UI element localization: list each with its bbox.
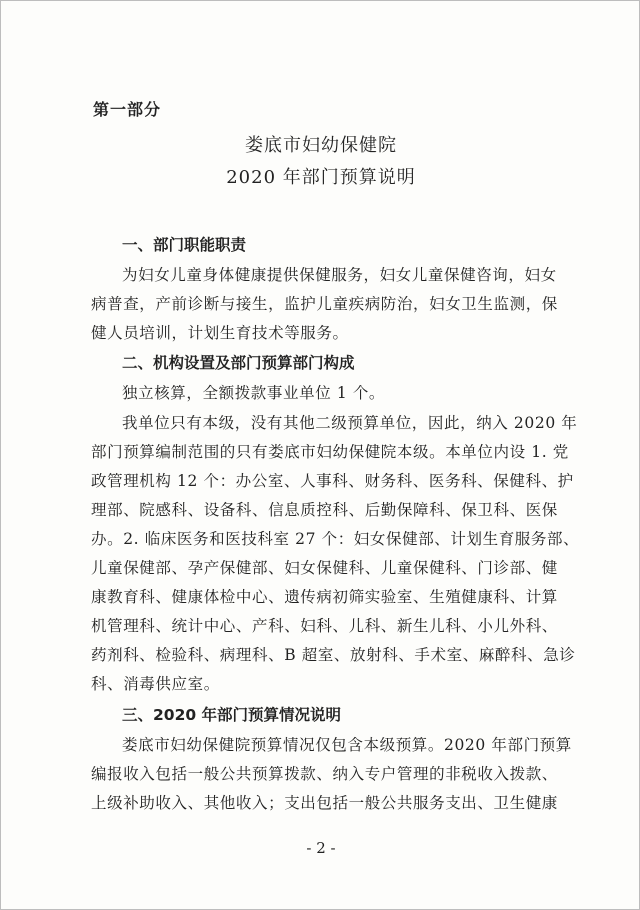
paragraph-line: 理部、院感科、设备科、信息质控科、后勤保障科、保卫科、医保	[91, 501, 558, 519]
paragraph-line: 儿童保健部、孕产保健部、妇女保健科、儿童保健科、门诊部、健	[91, 559, 558, 577]
paragraph-line: 机管理科、统计中心、产科、妇科、儿科、新生儿科、小儿外科、	[91, 617, 558, 635]
paragraph-line: 为妇女儿童身体健康提供保健服务，妇女儿童保健咨询，妇女	[122, 266, 557, 284]
part-label: 第一部分	[93, 100, 162, 119]
document-title: 娄底市妇幼保健院	[245, 135, 397, 156]
paragraph-line: 我单位只有本级，没有其他二级预算单位，因此，纳入 2020 年	[122, 414, 578, 432]
paragraph-line: 办。2. 临床医务和医技科室 27 个：妇女保健部、计划生育服务部、	[91, 530, 580, 548]
paragraph-line: 独立核算，全额拨款事业单位 1 个。	[122, 384, 386, 402]
paragraph-line: 病普查，产前诊断与接生，监护儿童疾病防治，妇女卫生监测，保	[91, 295, 558, 313]
document-subtitle: 2020 年部门预算说明	[226, 167, 416, 188]
paragraph-line: 部门预算编制范围的只有娄底市妇幼保健院本级。本单位内设 1. 党	[91, 443, 569, 461]
section-heading-budget: 三、2020 年部门预算情况说明	[122, 706, 342, 724]
page-number: - 2 -	[306, 839, 336, 857]
paragraph-line: 药剂科、检验科、病理科、B 超室、放射科、手术室、麻醉科、急诊	[91, 646, 576, 664]
paragraph-line: 娄底市妇幼保健院预算情况仅包含本级预算。2020 年部门预算	[122, 736, 572, 754]
section-heading-duties: 一、部门职能职责	[122, 236, 247, 254]
paragraph-line: 科、消毒供应室。	[91, 675, 220, 693]
paragraph-line: 健人员培训，计划生育技术等服务。	[91, 324, 349, 342]
paragraph-line: 上级补助收入、其他收入；支出包括一般公共服务支出、卫生健康	[91, 794, 558, 812]
section-heading-structure: 二、机构设置及部门预算部门构成	[122, 354, 355, 372]
paragraph-line: 康教育科、健康体检中心、遗传病初筛实验室、生殖健康科、计算	[91, 588, 558, 606]
paragraph-line: 编报收入包括一般公共预算拨款、纳入专户管理的非税收入拨款、	[91, 765, 558, 783]
paragraph-line: 政管理机构 12 个：办公室、人事科、财务科、医务科、保健科、护	[91, 472, 574, 490]
